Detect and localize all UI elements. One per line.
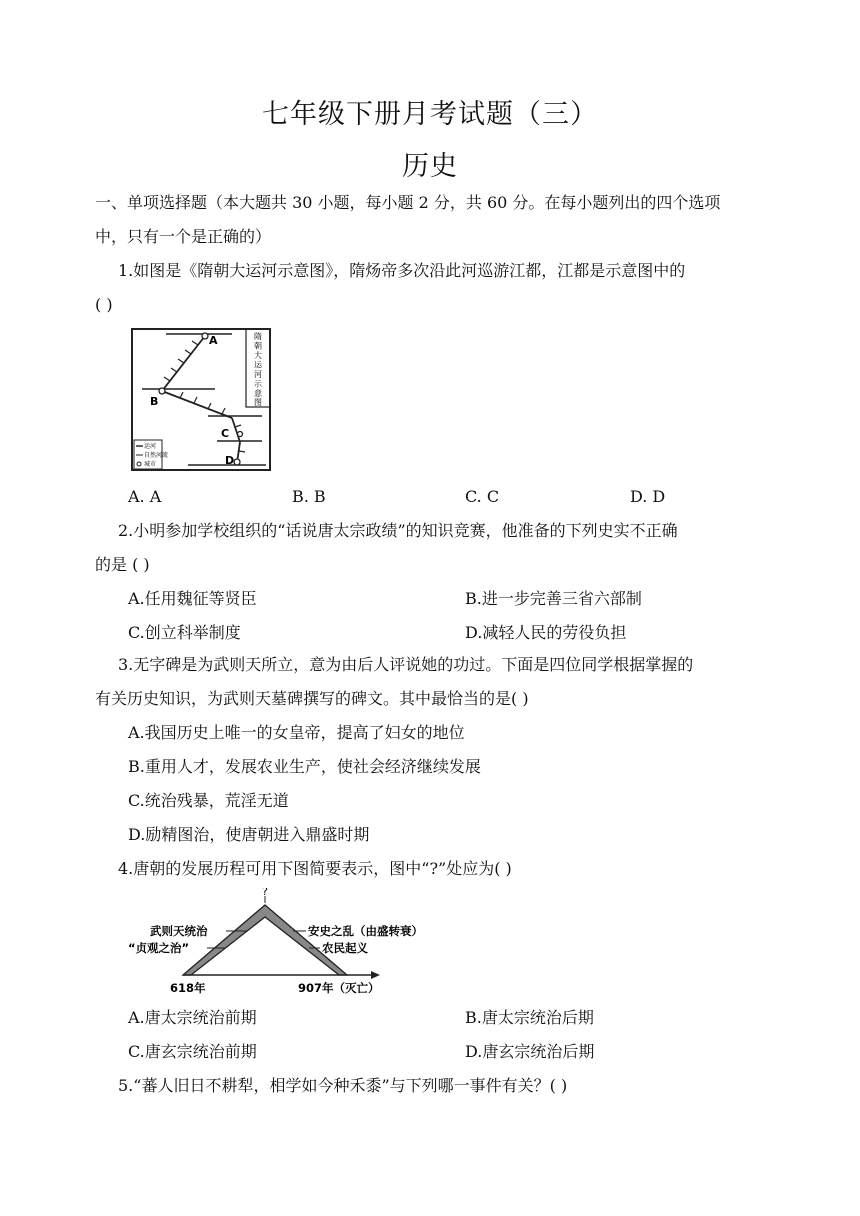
- q3-stem-line1: 3.无字碑是为武则天所立，意为由后人评说她的功过。下面是四位同学根据掌握的: [118, 655, 694, 674]
- q3-option-a[interactable]: A.我国历史上唯一的女皇帝，提高了妇女的地位: [128, 723, 465, 742]
- map-title-char: 示: [254, 379, 262, 389]
- label-peasant-uprising: 农民起义: [322, 941, 368, 955]
- map-title-char: 意: [254, 389, 262, 398]
- q2-option-c[interactable]: C.创立科举制度: [128, 623, 241, 642]
- subject-title: 历史: [402, 151, 458, 182]
- point-label-c: C: [221, 427, 230, 440]
- q1-option-d[interactable]: D. D: [630, 487, 666, 506]
- q1-stem-line2: ( ): [95, 295, 113, 314]
- map-title-char: 大: [254, 351, 262, 360]
- q1-option-b[interactable]: B. B: [292, 487, 326, 506]
- q4-stem: 4.唐朝的发展历程可用下图简要表示，图中“?”处应为( ): [118, 859, 512, 878]
- q4-option-d[interactable]: D.唐玄宗统治后期: [465, 1042, 595, 1061]
- legend-river: 自然河流: [144, 452, 169, 459]
- q1-option-c[interactable]: C. C: [465, 487, 500, 506]
- label-end-year: 907年（灭亡）: [298, 981, 380, 995]
- peak-label: ?: [262, 888, 268, 898]
- development-triangle: [183, 905, 347, 975]
- legend-canal: 运河: [144, 443, 157, 450]
- q2-stem-line1: 2.小明参加学校组织的“话说唐太宗政绩”的知识竞赛，他准备的下列史实不正确: [118, 521, 678, 540]
- q2-option-a[interactable]: A.任用魏征等贤臣: [128, 589, 257, 608]
- q2-stem-line2: 的是 ( ): [95, 555, 150, 574]
- q2-option-d[interactable]: D.减轻人民的劳役负担: [465, 623, 627, 642]
- map-title-char: 图: [254, 398, 262, 407]
- label-wu-zetian: 武则天统治: [150, 924, 208, 938]
- map-title-char: 隋: [254, 332, 262, 341]
- section-instructions-line2: 中，只有一个是正确的）: [95, 227, 272, 246]
- canal-line: [162, 336, 205, 391]
- timeline-arrow: [371, 971, 380, 979]
- q3-option-b[interactable]: B.重用人才，发展农业生产，使社会经济继续发展: [128, 757, 481, 776]
- map-title-char: 朝: [254, 341, 262, 351]
- q1-stem-line1: 1.如图是《隋朝大运河示意图》，隋炀帝多次沿此河巡游江都，江都是示意图中的: [118, 261, 686, 280]
- city-marker: [159, 388, 165, 394]
- canal-line: [162, 391, 232, 418]
- page-title: 七年级下册月考试题（三）: [262, 99, 598, 130]
- label-anshi-rebellion: 安史之乱（由盛转衰）: [308, 924, 423, 938]
- q3-stem-line2: 有关历史知识，为武则天墓碑撰写的碑文。其中最恰当的是( ): [95, 689, 529, 708]
- city-marker: [202, 333, 208, 339]
- label-start-year: 618年: [170, 981, 206, 995]
- point-label-b: B: [150, 395, 159, 408]
- grand-canal-map: [128, 326, 274, 474]
- point-label-a: A: [209, 334, 218, 347]
- q4-option-c[interactable]: C.唐玄宗统治前期: [128, 1042, 257, 1061]
- map-title-char: 河: [254, 370, 262, 379]
- q2-option-b[interactable]: B.进一步完善三省六部制: [465, 589, 642, 608]
- label-zhenguan: “贞观之治”: [128, 941, 190, 955]
- map-title-char: 运: [254, 360, 262, 370]
- q3-option-d[interactable]: D.励精图治，使唐朝进入鼎盛时期: [128, 825, 370, 844]
- q4-option-a[interactable]: A.唐太宗统治前期: [128, 1008, 257, 1027]
- city-marker: [238, 432, 243, 437]
- q4-option-b[interactable]: B.唐太宗统治后期: [465, 1008, 594, 1027]
- point-label-d: D: [225, 454, 235, 467]
- section-instructions-line1: 一、单项选择题（本大题共 30 小题，每小题 2 分，共 60 分。在每小题列出的四个选项: [95, 193, 721, 212]
- q3-option-c[interactable]: C.统治残暴，荒淫无道: [128, 791, 289, 810]
- q1-option-a[interactable]: A. A: [128, 487, 162, 506]
- tang-development-diagram: [128, 888, 448, 1000]
- canal-line: [232, 418, 240, 442]
- city-marker: [234, 459, 240, 465]
- q5-stem: 5.“蕃人旧日不耕犁，相学如今种禾黍”与下列哪一事件有关？( ): [118, 1076, 568, 1095]
- legend-city: 城市: [144, 461, 157, 468]
